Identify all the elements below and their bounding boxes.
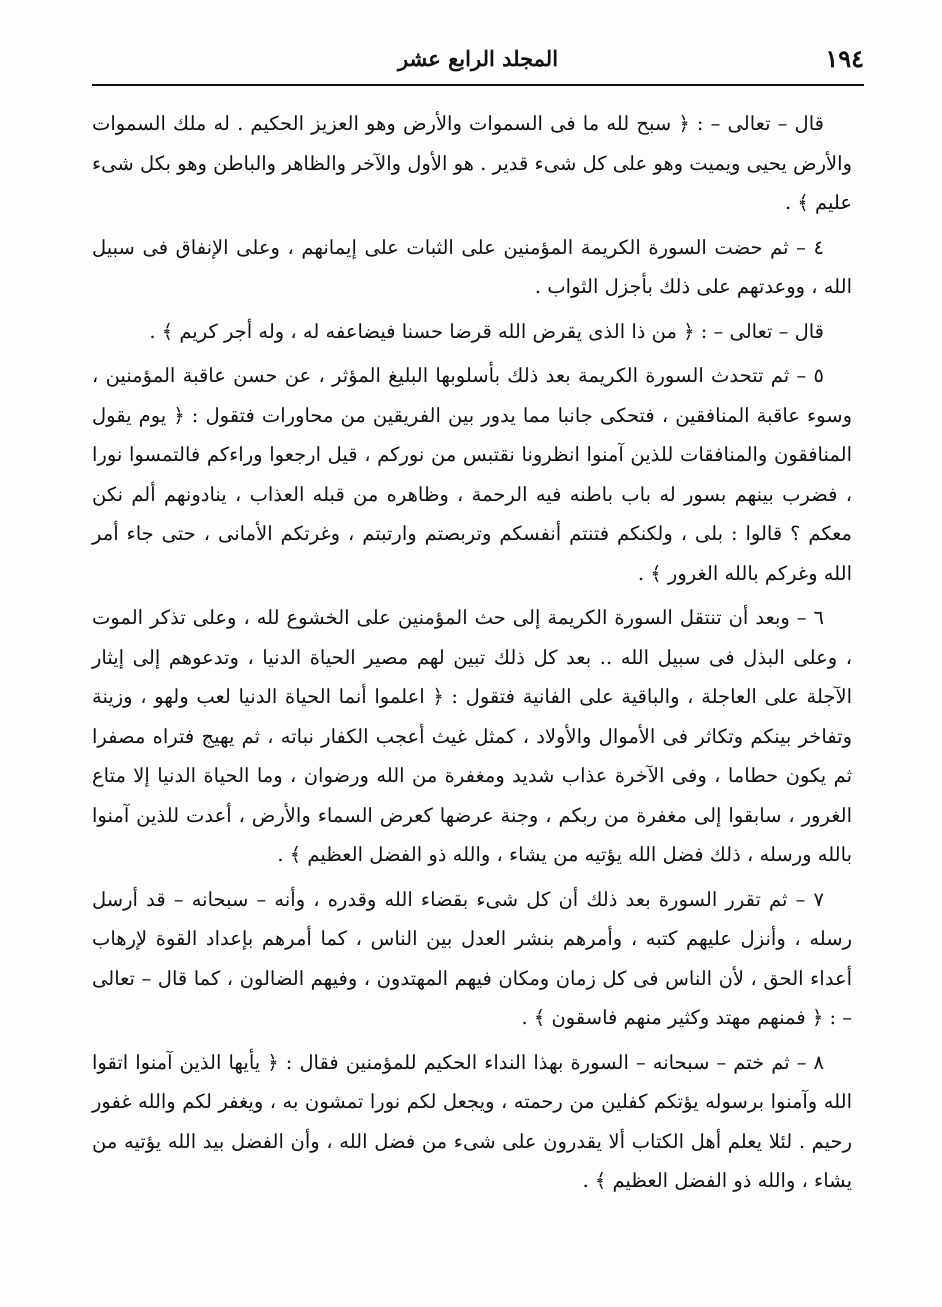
page-number: ١٩٤: [825, 44, 864, 73]
running-title: المجلد الرابع عشر: [397, 46, 559, 71]
paragraph: ٧ – ثم تقرر السورة بعد ذلك أن كل شىء بقضاء الله وقدره ، وأنه – سبحانه – قد أرسل رسله ، وأنزل عليهم كتبه ، وأمرهم بنشر العدل بين الناس ، كما أمرهم بإعداد القوة لإرهاب أعداء الحق ، لأن الناس فى كل زمان ومكان فيهم المهتدون ، وفيهم الضالون ، كما قال – تعالى – : ﴿ فمنهم مهتد وكثير منهم فاسقون ﴾ .: [92, 887, 852, 1029]
page-header: [92, 38, 864, 82]
paragraph: ٥ – ثم تتحدث السورة الكريمة بعد ذلك بأسلوبها البليغ المؤثر ، عن حسن عاقبة المؤمنين ، وسوء عاقبة المنافقين ، فتحكى جانبا مما يدور بين الفريقين من محاورات فتقول : ﴿ يوم يقول المنافقون والمنافقات للذين آمنوا انظرونا نقتبس من نوركم ، قيل ارجعوا وراءكم فالتمسوا نورا ، فضرب بينهم بسور له باب باطنه فيه الرحمة ، وظاهره من قبله العذاب ، ينادونهم ألم نكن معكم ؟ قالوا : بلى ، ولكنكم فتنتم أنفسكم وتربصتم وارتبتم ، وغرتكم الأمانى ، حتى جاء أمر الله وغركم بالله الغرور ﴾ .: [92, 364, 852, 585]
paragraph: ٨ – ثم ختم – سبحانه – السورة بهذا النداء الحكيم للمؤمنين فقال : ﴿ يأيها الذين آمنوا اتقوا الله وآمنوا برسوله يؤتكم كفلين من رحمته ، ويجعل لكم نورا تمشون به ، ويغفر لكم والله غفور رحيم . لئلا يعلم أهل الكتاب ألا يقدرون على شىء من فضل الله ، وأن الفضل بيد الله يؤتيه من يشاء ، والله ذو الفضل العظيم ﴾ .: [92, 1050, 852, 1192]
body-text: [92, 104, 852, 1206]
header-divider: [92, 84, 864, 86]
paragraph: قال – تعالى – : ﴿ سبح لله ما فى السموات والأرض وهو العزيز الحكيم . له ملك السموات والأرض يحيى ويميت وهو على كل شىء قدير . هو الأول والآخر والظاهر والباطن وهو بكل شىء عليم ﴾ .: [92, 112, 852, 214]
paragraph: قال – تعالى – : ﴿ من ذا الذى يقرض الله قرضا حسنا فيضاعفه له ، وله أجر كريم ﴾ .: [149, 319, 824, 343]
paragraph: ٤ – ثم حضت السورة الكريمة المؤمنين على الثبات على إيمانهم ، وعلى الإنفاق فى سبيل الله ، ووعدتهم على ذلك بأجزل الثواب .: [92, 235, 852, 298]
paragraph: ٦ – وبعد أن تنتقل السورة الكريمة إلى حث المؤمنين على الخشوع لله ، وعلى تذكر الموت ، وعلى البذل فى سبيل الله .. بعد كل ذلك تبين لهم مصير الحياة الدنيا ، وتدعوهم إلى إيثار الآجلة على العاجلة ، والباقية على الفانية فتقول : ﴿ اعلموا أنما الحياة الدنيا لعب ولهو ، وزينة وتفاخر بينكم وتكاثر فى الأموال والأولاد ، كمثل غيث أعجب الكفار نباته ، ثم يهيج فتراه مصفرا ثم يكون حطاما ، وفى الآخرة عذاب شديد ومغفرة من الله ورضوان ، وما الحياة الدنيا إلا متاع الغرور ، سابقوا إلى مغفرة من ربكم ، وجنة عرضها كعرض السماء والأرض ، أعدت للذين آمنوا بالله ورسله ، ذلك فضل الله يؤتيه من يشاء ، والله ذو الفضل العظيم ﴾ .: [92, 606, 852, 866]
